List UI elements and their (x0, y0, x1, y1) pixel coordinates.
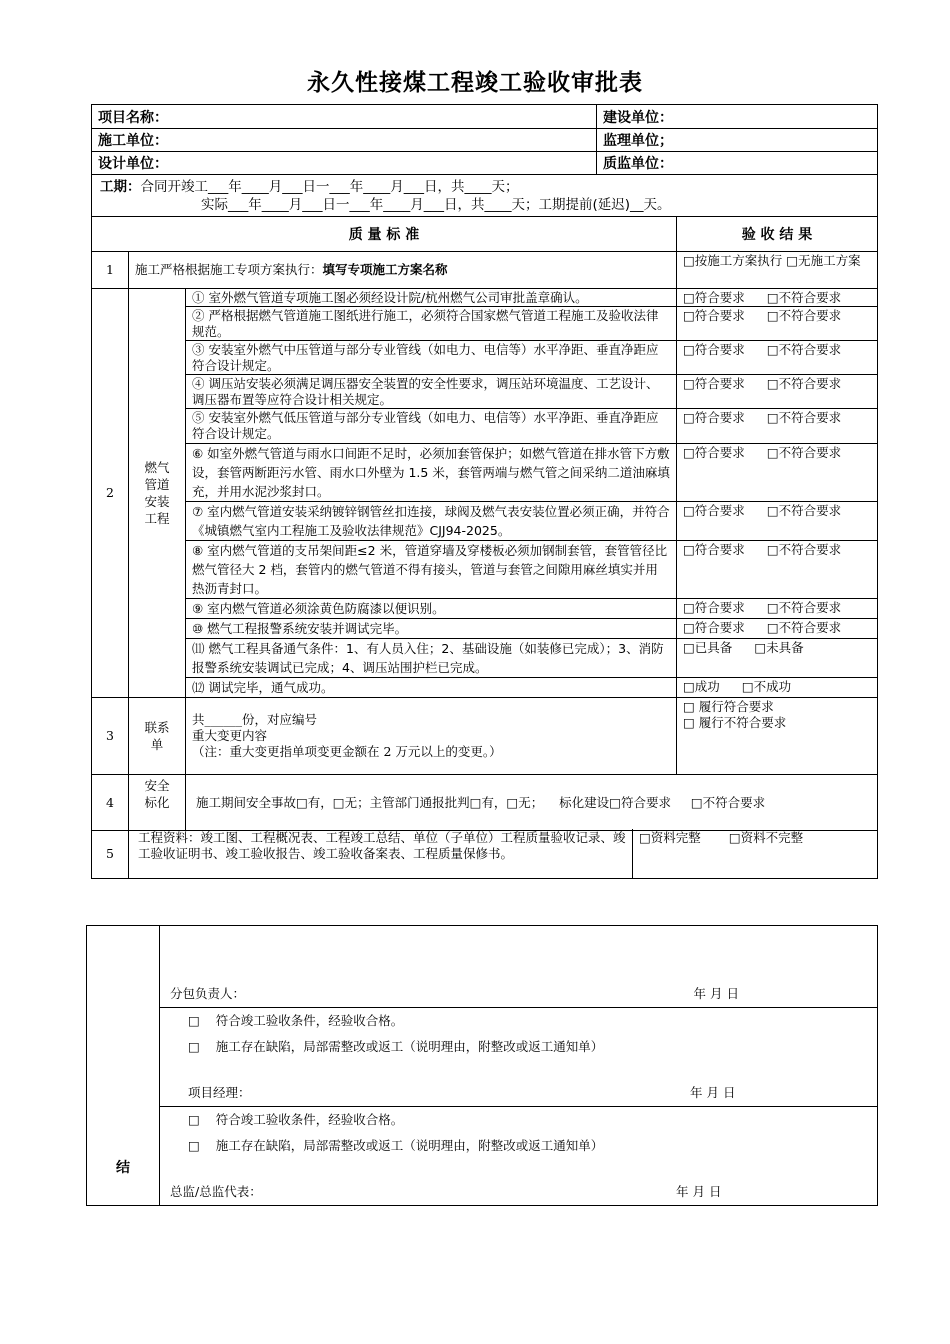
option-pass[interactable]: □ 符合竣工验收条件，经验收合格。 (188, 1112, 404, 1127)
result-pass: □符合要求 (683, 308, 745, 323)
conclusion-label: 结 (87, 926, 160, 1206)
result-pass: □符合要求 (683, 376, 745, 391)
row5-result (633, 829, 878, 879)
row-number: 4 (92, 775, 129, 831)
result-pass: □符合要求 (683, 342, 745, 357)
row4-content: 施工期间安全事故□有，□无；主管部门通报批判□有，□无； 标化建设□符合要求 □不符合要求 (186, 775, 878, 831)
quality-standard-header: 质 量 标 准 (92, 217, 677, 252)
builder-unit-label: 建设单位： (597, 105, 878, 129)
project-manager-section (160, 1008, 878, 1107)
result-fail: □不符合要求 (766, 542, 842, 557)
construction-period (92, 175, 878, 217)
row-number: 5 (92, 829, 129, 879)
contact-count: 共______份，对应编号 (192, 712, 318, 727)
item-result (677, 619, 878, 639)
result-fail: □不符合要求 (766, 410, 842, 425)
result-pass: □资料完整 (639, 830, 701, 845)
result-fail: □不成功 (741, 679, 792, 694)
standard-item: ② 严格根据燃气管道施工图纸进行施工，必须符合国家燃气管道工程施工及验收法律规范。 (186, 307, 677, 341)
standard-item: ① 室外燃气管道专项施工图必须经设计院/杭州燃气公司审批盖章确认。 (186, 289, 677, 307)
chief-signer-label: 总监/总监代表： (170, 1184, 262, 1199)
standard-item: ⑩ 燃气工程报警系统安装并调试完毕。 (186, 619, 677, 639)
standard-item: ⑧ 室内燃气管道的支吊架间距≤2 米，管道穿墙及穿楼板必须加钢制套管，套管管径比燃气管径大 2 档，套管内的燃气管道不得有接头，管道与套管之间隙用麻丝填实并用热沥青封口。 (186, 541, 677, 599)
item-result (677, 502, 878, 541)
item-result (677, 639, 878, 678)
result-fail: □未具备 (754, 640, 804, 655)
item-result (677, 307, 878, 341)
result-pass: □成功 (683, 679, 720, 694)
subcontractor-date: 年 月 日 (693, 986, 739, 1001)
result-pass: □已具备 (683, 640, 733, 655)
standard-item: ③ 安装室外燃气中压管道与部分专业管线（如电力、电信等）水平净距、垂直净距应符合设计规定。 (186, 341, 677, 375)
item-result (677, 444, 878, 502)
period-actual: 实际___年____月___日一___年____月___日，共____天；工期提前(延迟)__天。 (201, 196, 671, 213)
result-fail: □不符合要求 (766, 620, 842, 635)
standard-item: ⑿ 调试完毕，通气成功。 (186, 678, 677, 698)
major-change-note: （注：重大变更指单项变更金额在 2 万元以上的变更。） (192, 744, 502, 759)
pm-date: 年 月 日 (690, 1085, 736, 1100)
option-pass[interactable]: □ 符合竣工验收条件，经验收合格。 (188, 1013, 404, 1028)
chief-date: 年 月 日 (676, 1184, 722, 1199)
period-contract: 合同开竣工___年____月___日一___年____月___日，共____天； (140, 178, 519, 195)
option-rectify[interactable]: □ 施工存在缺陷，局部需整改或返工（说明理由，附整改或返工通知单） (188, 1039, 604, 1054)
supervision-unit-label: 监理单位； (597, 129, 878, 152)
item-result (677, 678, 878, 698)
result-pass: □符合要求 (683, 620, 745, 635)
quality-unit-label: 质监单位： (597, 152, 878, 175)
result-pass: □符合要求 (683, 600, 745, 615)
row3-content (186, 698, 677, 775)
result-fail: □不符合要求 (766, 308, 842, 323)
result-pass: □符合要求 (683, 410, 745, 425)
option-rectify[interactable]: □ 施工存在缺陷，局部需整改或返工（说明理由，附整改或返工通知单） (188, 1138, 604, 1153)
result-pass: □符合要求 (683, 445, 745, 460)
pm-signer (188, 1080, 877, 1106)
category-contact-sheet: 联系单 (129, 698, 186, 775)
subcontractor-signer: 分包负责人： (170, 986, 246, 1001)
result-fail: □资料不完整 (728, 830, 804, 845)
standard-item: ⑦ 室内燃气管道安装采纳镀锌钢管丝扣连接，球阀及燃气表安装位置必须正确，并符合《城镇燃气室内工程施工及验收法律规范》CJJ94-2025。 (186, 502, 677, 541)
acceptance-table (91, 104, 878, 831)
row1-text: 施工严格根据施工专项方案执行： (135, 262, 323, 277)
standard-item: ⑤ 安装室外燃气低压管道与部分专业管线（如电力、电信等）水平净距、垂直净距应符合设计规定。 (186, 409, 677, 444)
row-number: 2 (92, 289, 129, 698)
row5-content: 工程资料：竣工图、工程概况表、工程竣工总结、单位（子单位）工程质量验收记录、竣工验收证明书、竣工验收报告、竣工验收备案表、工程质量保修书。 (129, 829, 633, 879)
standard-item: ⑾ 燃气工程具备通气条件：1、有人员入住；2、基础设施（如装修已完成）；3、消防报警系统安装调试已完成；4、调压站围护栏已完成。 (186, 639, 677, 678)
row-number: 1 (92, 252, 129, 289)
item-result (677, 375, 878, 409)
documents-table (91, 829, 878, 879)
item-result (677, 409, 878, 444)
result-fail: □不符合要求 (766, 376, 842, 391)
result-pass: □符合要求 (683, 290, 745, 305)
row1-result: □按施工方案执行 □无施工方案 (677, 252, 878, 289)
category-gas-pipeline: 燃气管道安装工程 (129, 289, 186, 698)
result-fail: □不符合要求 (766, 445, 842, 460)
pm-signer-label: 项目经理： (188, 1085, 251, 1100)
conclusion-table (86, 925, 878, 1206)
document-title: 永久性接煤工程竣工验收审批表 (307, 70, 643, 96)
chief-signer (170, 1179, 877, 1205)
item-result (677, 289, 878, 307)
result-fail: □ 履行不符合要求 (683, 715, 787, 730)
result-fail: □不符合要求 (766, 290, 842, 305)
subcontractor-sign-section (160, 926, 878, 1008)
result-fail: □不符合要求 (766, 342, 842, 357)
row1-standard (129, 252, 677, 289)
chief-supervisor-section (160, 1107, 878, 1206)
result-pass: □ 履行符合要求 (683, 699, 774, 714)
item-result (677, 599, 878, 619)
item-result (677, 541, 878, 599)
row-number: 3 (92, 698, 129, 775)
period-label: 工期： (100, 178, 141, 195)
standard-item: ⑨ 室内燃气管道必须涂黄色防腐漆以便识别。 (186, 599, 677, 619)
row3-result (677, 698, 878, 775)
acceptance-result-header: 验 收 结 果 (677, 217, 878, 252)
result-fail: □不符合要求 (766, 503, 842, 518)
item-result (677, 341, 878, 375)
construction-unit-label: 施工单位： (92, 129, 597, 152)
standard-item: ④ 调压站安装必须满足调压器安全装置的安全性要求，调压站环境温度、工艺设计、调压器布置等应符合设计相关规定。 (186, 375, 677, 409)
result-fail: □不符合要求 (766, 600, 842, 615)
result-pass: □符合要求 (683, 542, 745, 557)
row1-plan-name: 填写专项施工方案名称 (322, 262, 448, 277)
standard-item: ⑥ 如室外燃气管道与雨水口间距不足时，必须加套管保护；如燃气管道在排水管下方敷设，套管两断距污水管、雨水口外壁为 1.5 米，套管两端与燃气管之间采纳二道油麻填充，并用水泥沙浆封口。 (186, 444, 677, 502)
project-name-label: 项目名称： (92, 105, 597, 129)
major-change: 重大变更内容 (192, 728, 268, 743)
category-safety: 安全标化 (129, 775, 186, 831)
result-pass: □符合要求 (683, 503, 745, 518)
design-unit-label: 设计单位： (92, 152, 597, 175)
